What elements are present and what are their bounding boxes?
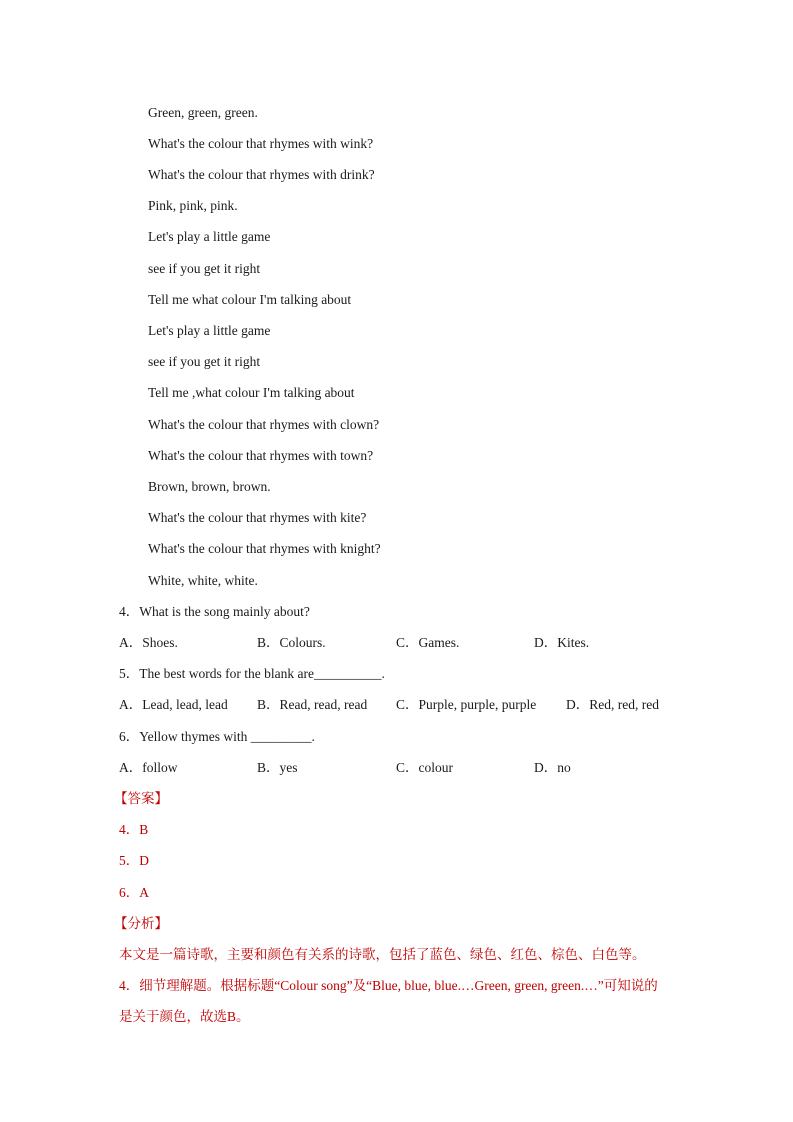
poem-line: Green, green, green. xyxy=(148,105,258,120)
analysis-heading: 【分析】 xyxy=(114,916,168,932)
analysis-explanation-cont: 是关于颜色，故选B。 xyxy=(119,1009,250,1024)
answer-heading: 【答案】 xyxy=(114,791,168,807)
poem-line: Brown, brown, brown. xyxy=(148,479,271,494)
poem-line: What's the colour that rhymes with wink? xyxy=(148,136,374,151)
option-b: B．Read, read, read xyxy=(257,697,368,712)
poem-line: What's the colour that rhymes with kite? xyxy=(148,510,367,525)
poem-line: Let's play a little game xyxy=(148,323,271,338)
option-a: A．Lead, lead, lead xyxy=(119,697,228,712)
option-c: C．Games. xyxy=(396,635,460,650)
option-c: C．Purple, purple, purple xyxy=(396,697,537,712)
question-stem: 4．What is the song mainly about? xyxy=(119,604,310,619)
option-d: D．no xyxy=(534,760,571,775)
poem-line: Let's play a little game xyxy=(148,229,271,244)
poem-line: What's the colour that rhymes with drink? xyxy=(148,167,375,182)
poem-line: see if you get it right xyxy=(148,261,261,276)
option-a: A．follow xyxy=(119,760,178,775)
poem-line: Tell me ,what colour I'm talking about xyxy=(148,385,355,400)
option-d: D．Kites. xyxy=(534,635,590,650)
option-b: B．Colours. xyxy=(257,635,326,650)
option-c: C．colour xyxy=(396,760,453,775)
analysis-explanation: 4．细节理解题。根据标题“Colour song”及“Blue, blue, blue.…Green, green, green.…”可知说的 xyxy=(119,978,658,993)
answer-item: 4．B xyxy=(119,822,149,837)
answer-item: 5．D xyxy=(119,853,149,868)
option-b: B．yes xyxy=(257,760,298,775)
poem-line: What's the colour that rhymes with clown? xyxy=(148,417,380,432)
poem-line: Pink, pink, pink. xyxy=(148,198,238,213)
poem-line: What's the colour that rhymes with knight? xyxy=(148,541,381,556)
answer-item: 6．A xyxy=(119,885,149,900)
poem-line: White, white, white. xyxy=(148,573,258,588)
option-a: A．Shoes. xyxy=(119,635,178,650)
question-stem: 6．Yellow thymes with _________. xyxy=(119,729,315,744)
option-d: D．Red, red, red xyxy=(566,697,659,712)
analysis-summary: 本文是一篇诗歌，主要和颜色有关系的诗歌，包括了蓝色、绿色、红色、棕色、白色等。 xyxy=(119,947,646,963)
poem-line: What's the colour that rhymes with town? xyxy=(148,448,374,463)
poem-line: Tell me what colour I'm talking about xyxy=(148,292,352,307)
question-stem: 5．The best words for the blank are__________. xyxy=(119,666,385,681)
poem-line: see if you get it right xyxy=(148,354,261,369)
